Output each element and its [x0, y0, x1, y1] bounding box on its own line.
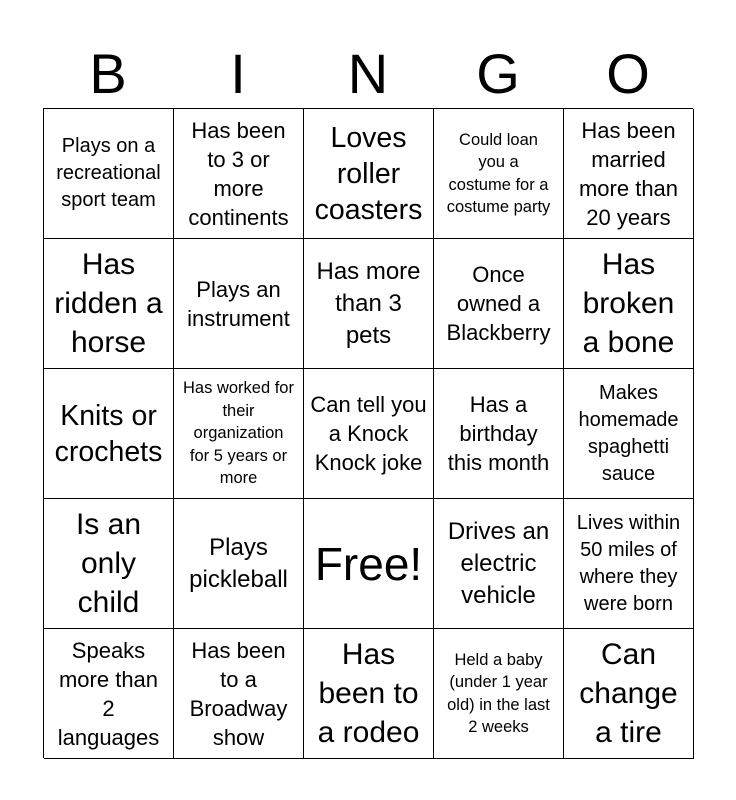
cell-text: Has been to a Broadway show [189, 637, 288, 750]
bingo-cell[interactable] [564, 629, 694, 759]
bingo-cell[interactable] [44, 369, 174, 499]
cell-text: Held a baby (under 1 year old) in the last 2 weeks [447, 650, 550, 736]
cell-text: Could loan you a costume for a costume party [446, 130, 551, 216]
cell-text: Has broken a bone [582, 248, 675, 359]
bingo-cell[interactable] [44, 239, 174, 369]
cell-text: Has been to a rodeo [317, 638, 420, 749]
cell-text: Can change a tire [579, 638, 678, 749]
header-letter-n: N [347, 42, 389, 105]
bingo-cell[interactable] [434, 369, 564, 499]
cell-text: Plays on a recreational sport team [56, 135, 161, 211]
cell-text: Once owned a Blackberry [446, 262, 551, 345]
bingo-cell[interactable] [564, 109, 694, 239]
bingo-cell[interactable] [44, 499, 174, 629]
cell-text: Knits or crochets [54, 399, 163, 468]
cell-text: Drives an electric vehicle [447, 517, 550, 609]
free-space-text: Free! [314, 537, 423, 590]
header-letter-g: G [476, 42, 520, 105]
header-letter-i: I [230, 42, 246, 105]
cell-text: Plays an instrument [187, 276, 290, 331]
bingo-cell[interactable] [304, 369, 434, 499]
cell-text: Has ridden a horse [54, 248, 163, 359]
bingo-cell[interactable] [564, 499, 694, 629]
bingo-header [43, 40, 693, 108]
bingo-cell[interactable] [564, 369, 694, 499]
bingo-cell[interactable] [304, 239, 434, 369]
header-letter-o: O [606, 42, 650, 105]
bingo-cell[interactable] [434, 499, 564, 629]
cell-text: Makes homemade spaghetti sauce [578, 381, 679, 485]
bingo-cell[interactable] [434, 239, 564, 369]
cell-text: Has a birthday this month [447, 392, 550, 475]
bingo-cell[interactable] [304, 629, 434, 759]
cell-text: Speaks more than 2 languages [57, 637, 160, 750]
cell-text: Is an only child [75, 508, 142, 619]
bingo-cell[interactable] [174, 499, 304, 629]
cell-text: Has been married more than 20 years [578, 117, 679, 230]
cell-text: Plays pickleball [189, 533, 288, 593]
bingo-cell[interactable] [44, 629, 174, 759]
cell-text: Has more than 3 pets [316, 257, 421, 349]
bingo-cell[interactable] [174, 629, 304, 759]
cell-text: Can tell you a Knock Knock joke [310, 392, 427, 475]
cell-text: Lives within 50 miles of where they were born [576, 511, 681, 615]
header-letter-b: B [89, 42, 127, 105]
bingo-cell[interactable] [434, 629, 564, 759]
bingo-cell[interactable] [434, 109, 564, 239]
bingo-cell[interactable] [174, 109, 304, 239]
bingo-grid [43, 108, 693, 758]
cell-text: Has worked for their organization for 5 years or more [183, 379, 294, 488]
free-space[interactable] [304, 499, 434, 629]
bingo-cell[interactable] [304, 109, 434, 239]
cell-text: Has been to 3 or more continents [188, 117, 289, 230]
bingo-cell[interactable] [564, 239, 694, 369]
cell-text: Loves roller coasters [314, 121, 423, 226]
bingo-cell[interactable] [174, 239, 304, 369]
bingo-cell[interactable] [174, 369, 304, 499]
bingo-cell[interactable] [44, 109, 174, 239]
